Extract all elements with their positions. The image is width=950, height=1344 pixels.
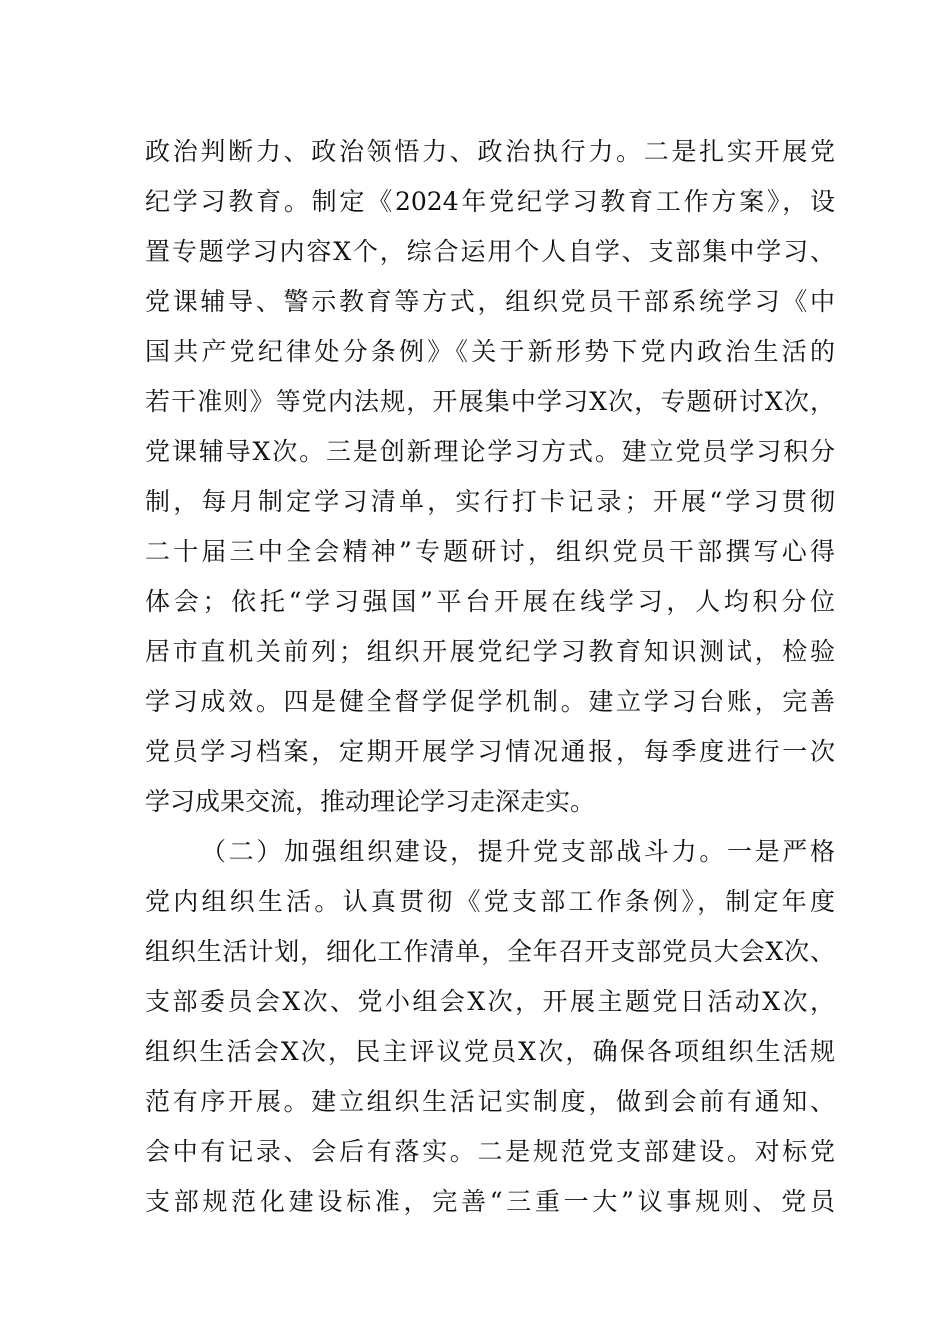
text-line: 支部委员会X次、党小组会X次，开展主题党日活动X次，	[145, 987, 835, 1016]
text-line: 党员学习档案，定期开展学习情况通报，每季度进行一次	[145, 737, 835, 766]
text-line: 支部规范化建设标准，完善“三重一大”议事规则、党员	[145, 1187, 835, 1216]
text-line: 国共产党纪律处分条例》《关于新形势下党内政治生活的	[145, 337, 835, 366]
paragraph-1	[145, 127, 835, 827]
text-line: 党课辅导、警示教育等方式，组织党员干部系统学习《中	[145, 287, 835, 316]
text-line: 体会；依托“学习强国”平台开展在线学习，人均积分位	[145, 587, 835, 616]
text-line: 组织生活会X次，民主评议党员X次，确保各项组织生活规	[145, 1037, 835, 1066]
text-line: 组织生活计划，细化工作清单，全年召开支部党员大会X次、	[145, 937, 835, 966]
paragraph-2	[145, 827, 835, 1227]
document-body	[145, 127, 835, 1227]
text-line: 居市直机关前列；组织开展党纪学习教育知识测试，检验	[145, 637, 835, 666]
text-line: 纪学习教育。制定《2024年党纪学习教育工作方案》，设	[145, 187, 835, 216]
text-line: 政治判断力、政治领悟力、政治执行力。二是扎实开展党	[145, 137, 835, 166]
text-line: （二）加强组织建设，提升党支部战斗力。一是严格	[201, 837, 835, 866]
text-line: 若干准则》等党内法规，开展集中学习X次，专题研讨X次，	[145, 387, 835, 416]
text-line: 学习成效。四是健全督学促学机制。建立学习台账，完善	[145, 687, 835, 716]
text-line: 会中有记录、会后有落实。二是规范党支部建设。对标党	[145, 1137, 835, 1166]
text-line: 置专题学习内容X个，综合运用个人自学、支部集中学习、	[145, 237, 835, 266]
text-line: 二十届三中全会精神”专题研讨，组织党员干部撰写心得	[145, 537, 835, 566]
text-line: 党内组织生活。认真贯彻《党支部工作条例》，制定年度	[145, 887, 835, 916]
text-line: 党课辅导X次。三是创新理论学习方式。建立党员学习积分	[145, 437, 835, 466]
text-line: 学习成果交流，推动理论学习走深走实。	[145, 787, 596, 816]
text-line: 范有序开展。建立组织生活记实制度，做到会前有通知、	[145, 1087, 835, 1116]
text-line: 制，每月制定学习清单，实行打卡记录；开展“学习贯彻	[145, 487, 835, 516]
